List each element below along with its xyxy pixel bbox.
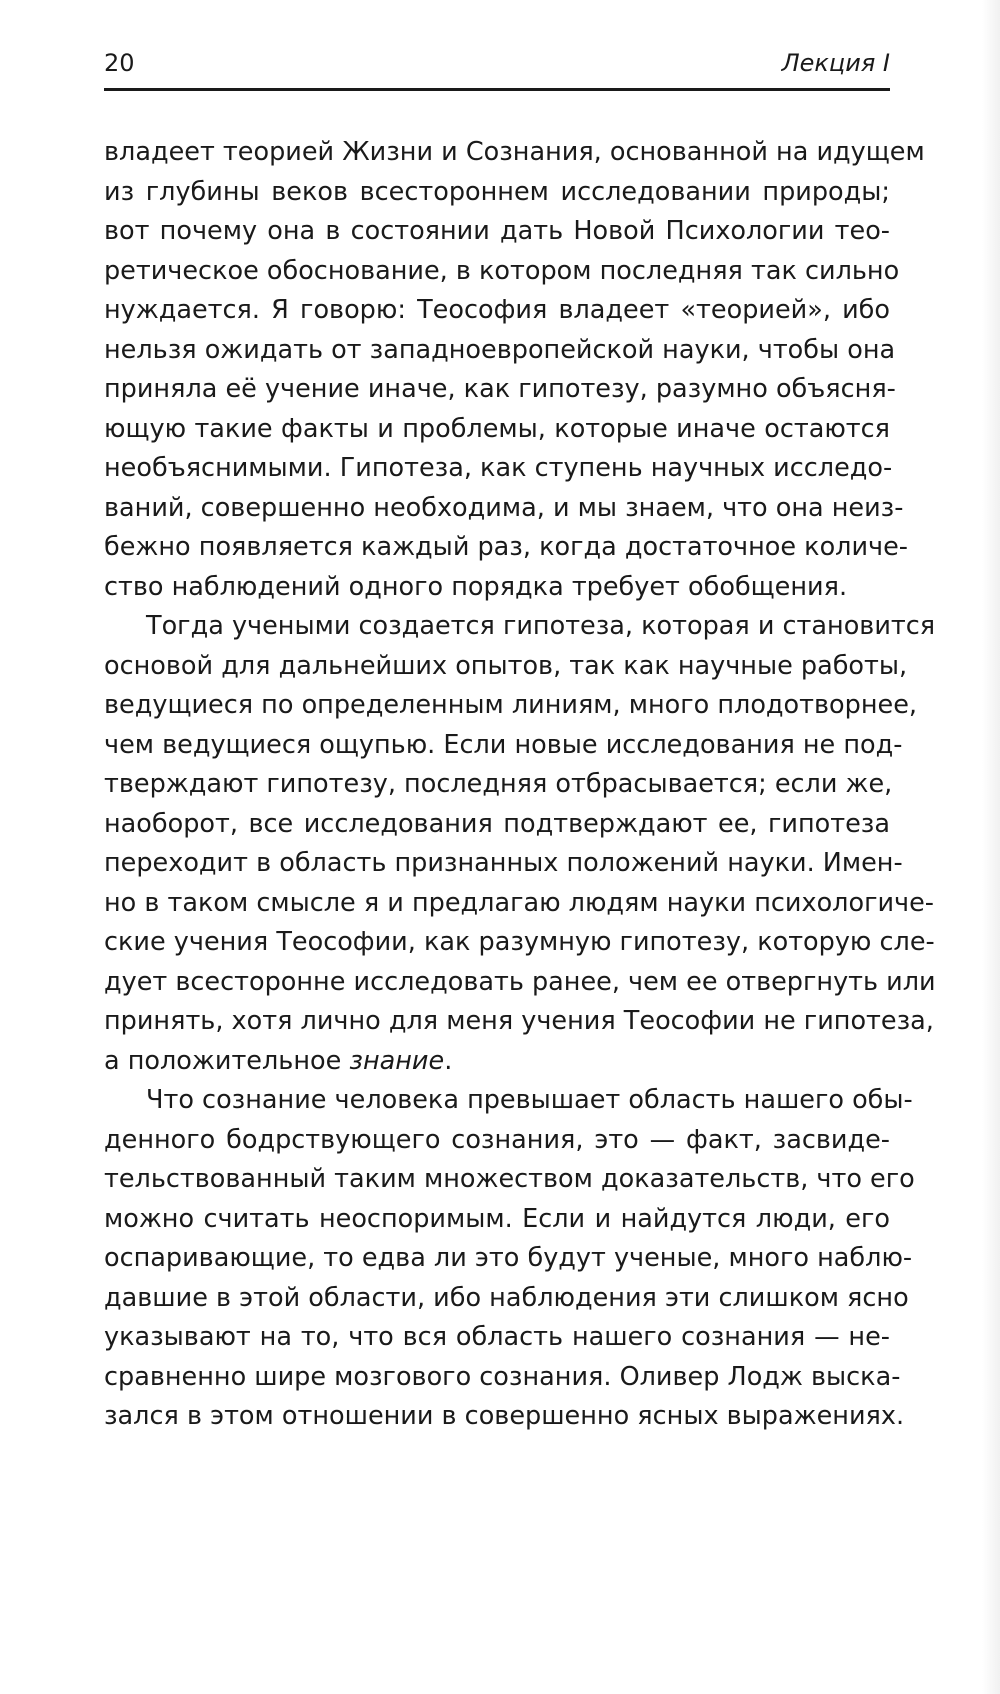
text-line: из глубины веков всестороннем исследовании природы; bbox=[104, 176, 890, 207]
text-line: нельзя ожидать от западноевропейской науки, чтобы она bbox=[104, 334, 896, 365]
text-line: переходит в область признанных положений науки. Имен- bbox=[104, 848, 903, 878]
header-rule bbox=[104, 88, 890, 91]
paragraph-1 bbox=[104, 133, 925, 607]
text-line: ведущиеся по определенным линиям, много плодотворнее, bbox=[104, 690, 917, 720]
body-text bbox=[104, 133, 936, 1437]
paragraph-2 bbox=[104, 607, 936, 1081]
text-run: а положительное bbox=[104, 1045, 350, 1076]
page-edge-shadow bbox=[982, 0, 1000, 1694]
text-line: наоборот, все исследования подтверждают ее, гипотеза bbox=[104, 808, 890, 839]
text-line: сравненно шире мозгового сознания. Оливер Лодж выска- bbox=[104, 1361, 901, 1392]
text-line: ские учения Теософии, как разумную гипотезу, которую сле- bbox=[104, 927, 935, 957]
text-line: оспаривающие, то едва ли это будут ученые, много наблю- bbox=[104, 1243, 913, 1273]
text-line: ющую такие факты и проблемы, которые иначе остаются bbox=[104, 413, 890, 444]
text-line: дует всесторонне исследовать ранее, чем ее отвергнуть или bbox=[104, 966, 936, 997]
text-line: владеет теорией Жизни и Сознания, основанной на идущем bbox=[104, 137, 925, 167]
text-line: ваний, совершенно необходима, и мы знаем, что она неиз- bbox=[104, 492, 904, 523]
running-head: Лекция I bbox=[781, 49, 890, 77]
text-line: нуждается. Я говорю: Теософия владеет «теорией», ибо bbox=[104, 295, 890, 325]
page-number: 20 bbox=[104, 49, 135, 77]
text-line: основой для дальнейших опытов, так как научные работы, bbox=[104, 650, 908, 681]
text-line: но в таком смысле я и предлагаю людям науки психологиче- bbox=[104, 887, 934, 918]
page-header bbox=[104, 48, 890, 84]
text-line: Что сознание человека превышает область нашего обы- bbox=[146, 1085, 913, 1115]
text-line: зался в этом отношении в совершенно ясных выражениях. bbox=[104, 1401, 905, 1431]
text-line: необъяснимыми. Гипотеза, как ступень научных исследо- bbox=[104, 453, 893, 483]
text-line: Тогда учеными создается гипотеза, которая и становится bbox=[146, 611, 936, 641]
text-line: принять, хотя лично для меня учения Теософии не гипотеза, bbox=[104, 1006, 934, 1036]
paragraph-3 bbox=[104, 1081, 915, 1437]
text-line: тельствованный таким множеством доказательств, что его bbox=[104, 1164, 915, 1194]
text-line: указывают на то, что вся область нашего сознания — не- bbox=[104, 1322, 890, 1352]
text-run: . bbox=[444, 1045, 453, 1076]
text-line: ство наблюдений одного порядка требует обобщения. bbox=[104, 571, 848, 602]
text-line: бежно появляется каждый раз, когда достаточное количе- bbox=[104, 532, 908, 562]
text-line: приняла её учение иначе, как гипотезу, разумно объясня- bbox=[104, 374, 896, 404]
emphasis-word: знание bbox=[349, 1045, 445, 1076]
text-line-final bbox=[104, 1042, 890, 1082]
text-line: чем ведущиеся ощупью. Если новые исследования не под- bbox=[104, 729, 903, 760]
text-line: можно считать неоспоримым. Если и найдутся люди, его bbox=[104, 1203, 890, 1234]
text-line: давшие в этой области, ибо наблюдения эти слишком ясно bbox=[104, 1282, 909, 1313]
text-line: вот почему она в состоянии дать Новой Психологии тео- bbox=[104, 216, 890, 246]
text-line: тверждают гипотезу, последняя отбрасывается; если же, bbox=[104, 769, 893, 799]
text-line: ретическое обоснование, в котором последняя так сильно bbox=[104, 255, 900, 286]
text-line: денного бодрствующего сознания, это — факт, засвиде- bbox=[104, 1124, 890, 1155]
